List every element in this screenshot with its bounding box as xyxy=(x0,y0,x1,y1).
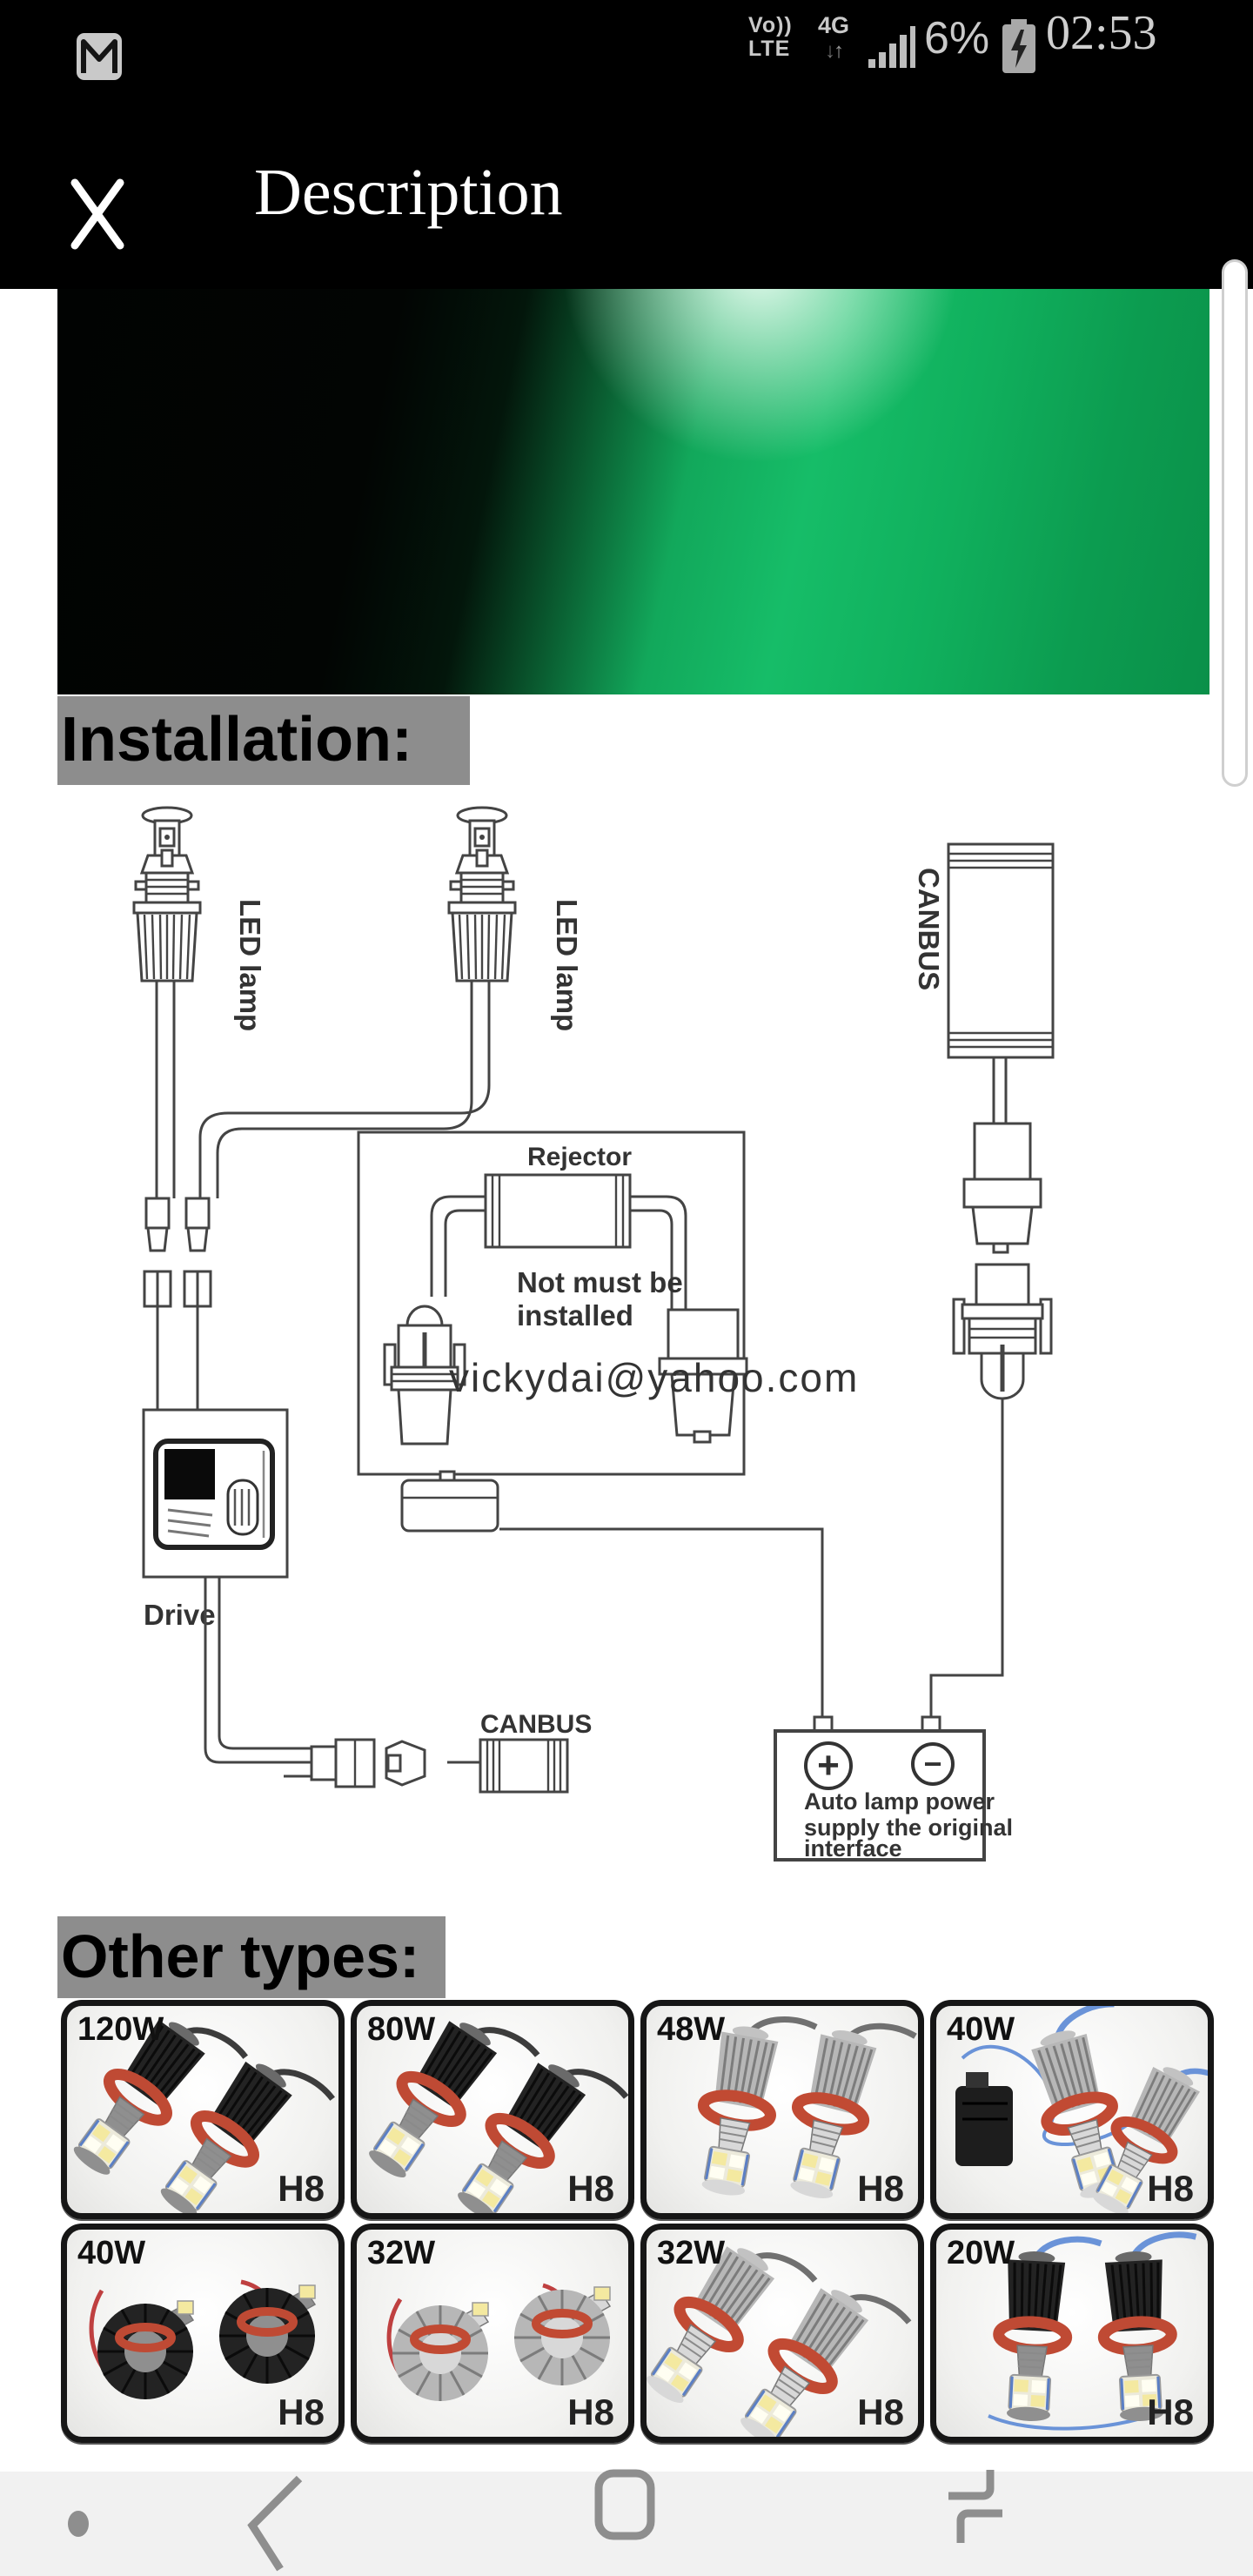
back-icon[interactable] xyxy=(242,2472,312,2572)
wattage-label: 40W xyxy=(77,2235,146,2271)
drive-unit xyxy=(144,1410,287,1577)
product-card xyxy=(351,2224,634,2443)
bulb-type-label: H8 xyxy=(857,2168,904,2209)
gmail-icon xyxy=(75,31,124,82)
plus-terminal: + xyxy=(817,1744,840,1787)
home-icon[interactable] xyxy=(593,2468,658,2546)
note-line2: installed xyxy=(517,1299,633,1332)
battery-text-2: supply the original xyxy=(804,1815,1014,1841)
product-hero-photo xyxy=(57,289,1209,694)
recents-icon[interactable] xyxy=(941,2468,1009,2552)
watermark: vickydai@yahoo.com xyxy=(449,1355,860,1400)
battery-charging-icon xyxy=(1001,17,1037,75)
signal-icon xyxy=(867,24,922,70)
diagram-wires xyxy=(499,1399,1002,1717)
canbus-box-top xyxy=(948,844,1053,1399)
wattage-label: 80W xyxy=(367,2011,436,2048)
led-lamp-drawing xyxy=(449,808,515,981)
installation-heading: Installation: xyxy=(57,696,470,785)
installation-diagram xyxy=(57,788,1218,1910)
bulb-type-label: H8 xyxy=(1147,2392,1194,2432)
rejector-label: Rejector xyxy=(527,1143,633,1171)
close-icon[interactable] xyxy=(66,171,129,254)
product-card xyxy=(930,2224,1214,2443)
product-card xyxy=(930,2000,1214,2219)
data-arrows-icon: ↓↑ xyxy=(825,39,843,63)
wattage-label: 40W xyxy=(947,2011,1015,2048)
navigation-bar xyxy=(0,2472,1253,2576)
canbus-bottom-label: CANBUS xyxy=(480,1710,593,1739)
header xyxy=(0,0,1253,289)
volte-indicator: Vo)) LTE xyxy=(748,13,793,61)
lamp-connectors xyxy=(144,1198,211,1410)
led-lamp-label: LED lamp xyxy=(551,899,583,1032)
product-card xyxy=(640,2000,924,2219)
wattage-label: 32W xyxy=(367,2235,436,2271)
drive-label: Drive xyxy=(144,1599,216,1631)
other-types-heading: Other types: xyxy=(57,1916,446,1998)
page-title: Description xyxy=(254,156,563,229)
product-card xyxy=(61,2000,345,2219)
network-indicator: 4G ↓↑ xyxy=(818,12,850,63)
scrollbar-thumb[interactable] xyxy=(1222,259,1248,787)
product-card xyxy=(640,2224,924,2443)
canbus-top-label: CANBUS xyxy=(913,868,945,991)
diagram-wires xyxy=(157,981,489,1198)
wattage-label: 48W xyxy=(657,2011,726,2048)
bulb-type-label: H8 xyxy=(857,2392,904,2432)
bulb-type-label: H8 xyxy=(278,2168,325,2209)
led-lamp-label: LED lamp xyxy=(234,899,266,1032)
product-card xyxy=(351,2000,634,2219)
clock: 02:53 xyxy=(1046,6,1157,60)
led-lamp-drawing xyxy=(134,808,200,981)
product-grid xyxy=(61,2000,1218,2443)
battery-percent: 6% xyxy=(924,13,990,64)
wattage-label: 120W xyxy=(77,2011,164,2048)
wattage-label: 20W xyxy=(947,2235,1015,2271)
bulb-type-label: H8 xyxy=(278,2392,325,2432)
battery-text-1: Auto lamp power xyxy=(804,1788,995,1815)
bulb-type-label: H8 xyxy=(567,2168,614,2209)
rejector-assembly xyxy=(358,1132,747,1531)
product-card xyxy=(61,2224,345,2443)
bulb-type-label: H8 xyxy=(567,2392,614,2432)
note-line1: Not must be xyxy=(517,1266,683,1298)
canbus-box-bottom xyxy=(480,1740,567,1792)
canbus-plug xyxy=(312,1740,425,1787)
bulb-type-label: H8 xyxy=(1147,2168,1194,2209)
battery-text-3: interface xyxy=(804,1835,902,1862)
minus-terminal: − xyxy=(923,1746,942,1781)
wattage-label: 32W xyxy=(657,2235,726,2271)
hide-dot-icon[interactable] xyxy=(64,2508,92,2539)
